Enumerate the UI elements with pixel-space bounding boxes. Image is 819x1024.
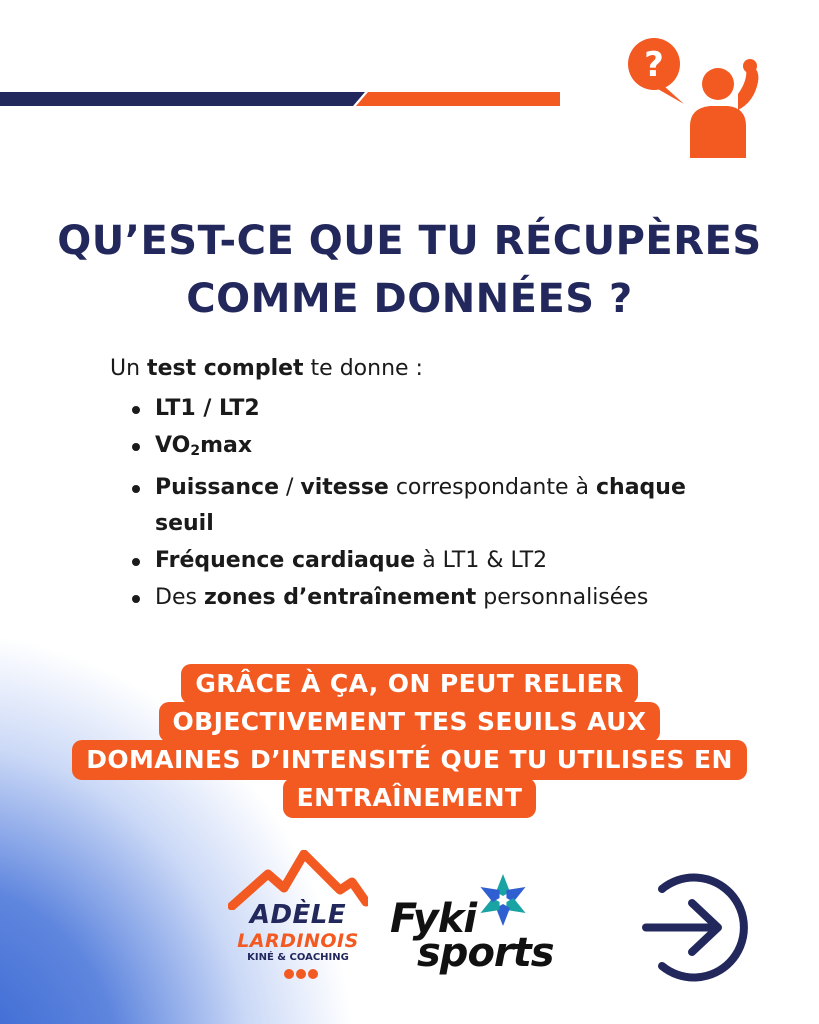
page-title [0,212,819,328]
list-item-bold: Puissance [155,475,279,500]
list-item-text: correspondante à [388,475,596,500]
subscript: 2 [190,443,201,459]
logo-name-first: ADÈLE [249,900,347,930]
list-item-lt [128,391,698,427]
logo-name-last: LARDINOIS [237,930,359,952]
list-item-bold: vitesse [300,475,389,500]
list-item-text: à LT1 & LT2 [415,548,548,573]
callout-line-2: OBJECTIVEMENT TES SEUILS AUX [159,702,661,742]
list-item-bold: zones d’entraînement [203,585,477,610]
list-item-vo2max [128,428,698,469]
callout-line-3: DOMAINES D’INTENSITÉ QUE TU UTILISES EN [72,740,747,780]
list-item-bold: Fréquence cardiaque [155,548,416,573]
header-stripes [0,92,560,106]
title-line-1: QU’EST-CE QUE TU RÉCUPÈRES [57,218,762,264]
logo-word-sports: sports [417,930,554,976]
list-item-text: / [279,475,301,500]
fyki-sports-logo [385,868,560,978]
list-item-text: personnalisées [476,585,649,610]
list-item-bold: max [200,433,253,458]
highlight-callout [0,664,819,816]
arrow-right-circle-icon[interactable] [632,865,757,990]
intro-text [110,356,423,381]
callout-line-1: GRÂCE À ÇA, ON PEUT RELIER [181,664,637,704]
list-item-zones [128,580,698,616]
list-item-bold: VO [155,433,191,458]
fyki-star-icon [473,870,533,930]
list-item-bold: chaque seuil [155,475,686,536]
list-item-power [128,470,698,542]
intro-suffix: te donne : [303,356,423,381]
adele-lardinois-logo [228,850,368,990]
balls-icon [283,968,319,980]
data-list [128,391,698,617]
intro-prefix: Un [110,356,148,381]
svg-text:?: ? [644,45,664,85]
list-item-heart-rate [128,543,698,579]
callout-line-4: ENTRAÎNEMENT [283,778,537,818]
intro-bold: test complet [147,356,304,381]
logo-tagline: KINÉ & COACHING [247,952,349,963]
list-item-text: Des [155,585,204,610]
list-item-bold: LT1 / LT2 [155,396,260,421]
logo-word-fyki: Fyki [390,896,477,942]
title-line-2: COMME DONNÉES ? [186,276,633,322]
person-question-icon [620,30,770,160]
